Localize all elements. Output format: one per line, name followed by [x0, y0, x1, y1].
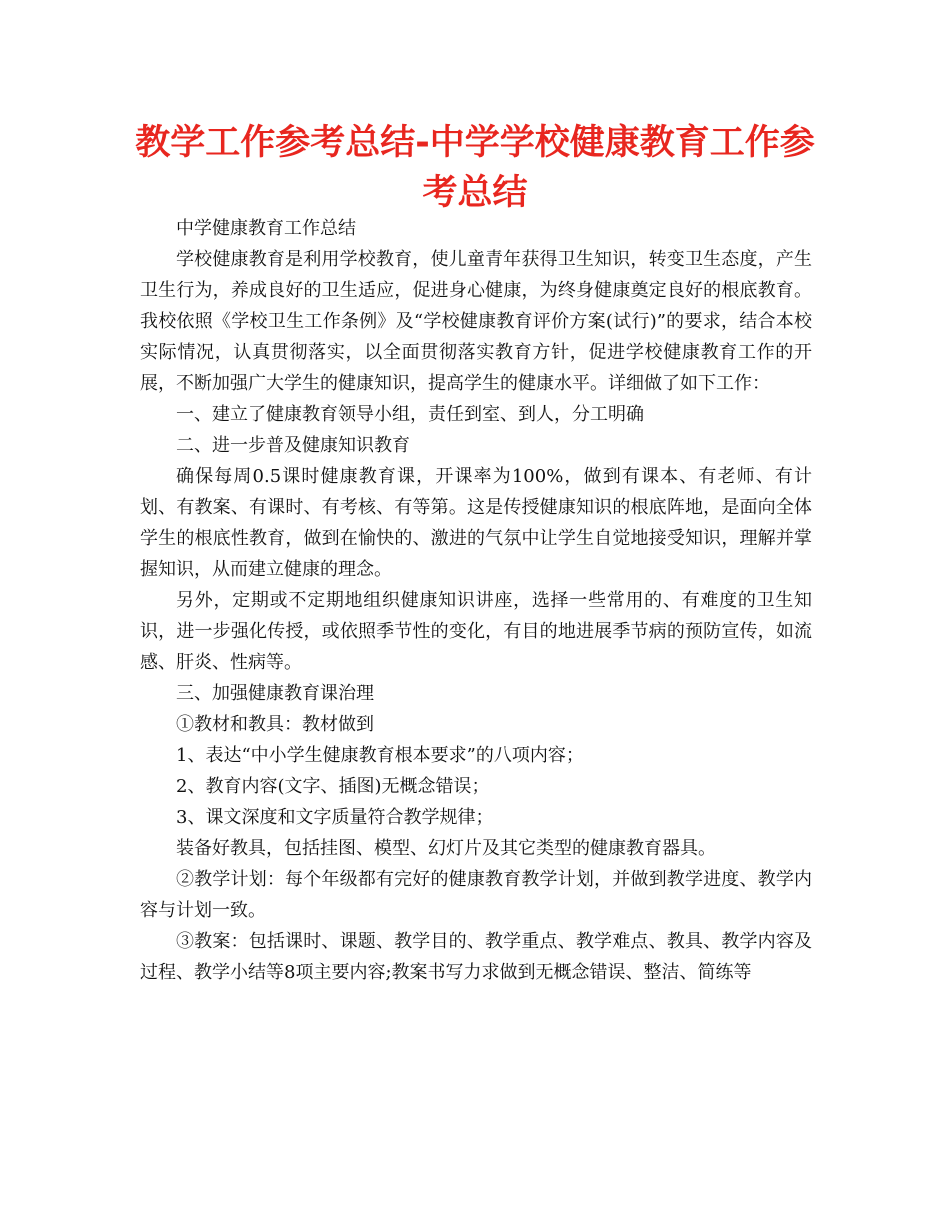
- list-item: 2、教育内容(文字、插图)无概念错误；: [176, 776, 490, 797]
- body-paragraph: 装备好教具，包括挂图、模型、幻灯片及其它类型的健康教育器具。: [176, 838, 716, 859]
- subsection-heading: ①教材和教具：教材做到: [176, 714, 374, 735]
- section-heading: 中学健康教育工作总结: [176, 218, 356, 239]
- document-title: 教学工作参考总结-中学学校健康教育工作参考总结: [135, 123, 815, 213]
- list-item: 3、课文深度和文字质量符合教学规律；: [176, 807, 494, 828]
- section-heading: 一、建立了健康教育领导小组，责任到室、到人，分工明确: [176, 404, 644, 425]
- body-paragraph: 另外，定期或不定期地组织健康知识讲座，选择一些常用的、有难度的卫生知识，进一步强化传授，或依照季节性的变化，有目的地进展季节病的预防宣传，如流感、肝炎、性病等。: [140, 590, 812, 673]
- section-heading: 二、进一步普及健康知识教育: [176, 435, 410, 456]
- list-item: 1、表达“中小学生健康教育根本要求”的八项内容；: [176, 745, 584, 766]
- body-paragraph: ③教案：包括课时、课题、教学目的、教学重点、教学难点、教具、教学内容及过程、教学小结等8项主要内容;教案书写力求做到无概念错误、整洁、简练等: [140, 931, 812, 983]
- body-paragraph: 确保每周0.5课时健康教育课，开课率为100%，做到有课本、有老师、有计划、有教案、有课时、有考核、有等第。这是传授健康知识的根底阵地，是面向全体学生的根底性教育，做到在愉快的、激进的气氛中让学生自觉地接受知识，理解并掌握知识，从而建立健康的理念。: [140, 466, 812, 580]
- body-paragraph: 学校健康教育是利用学校教育，使儿童青年获得卫生知识，转变卫生态度，产生卫生行为，养成良好的卫生适应，促进身心健康，为终身健康奠定良好的根底教育。我校依照《学校卫生工作条例》及“学校健康教育评价方案(试行)”的要求，结合本校实际情况，认真贯彻落实，以全面贯彻落实教育方针，促进学校健康教育工作的开展，不断加强广大学生的健康知识，提高学生的健康水平。详细做了如下工作：: [140, 249, 812, 394]
- section-heading: 三、加强健康教育课治理: [176, 683, 374, 704]
- body-paragraph: ②教学计划：每个年级都有完好的健康教育教学计划，并做到教学进度、教学内容与计划一致。: [140, 869, 812, 921]
- document-body: [140, 213, 812, 988]
